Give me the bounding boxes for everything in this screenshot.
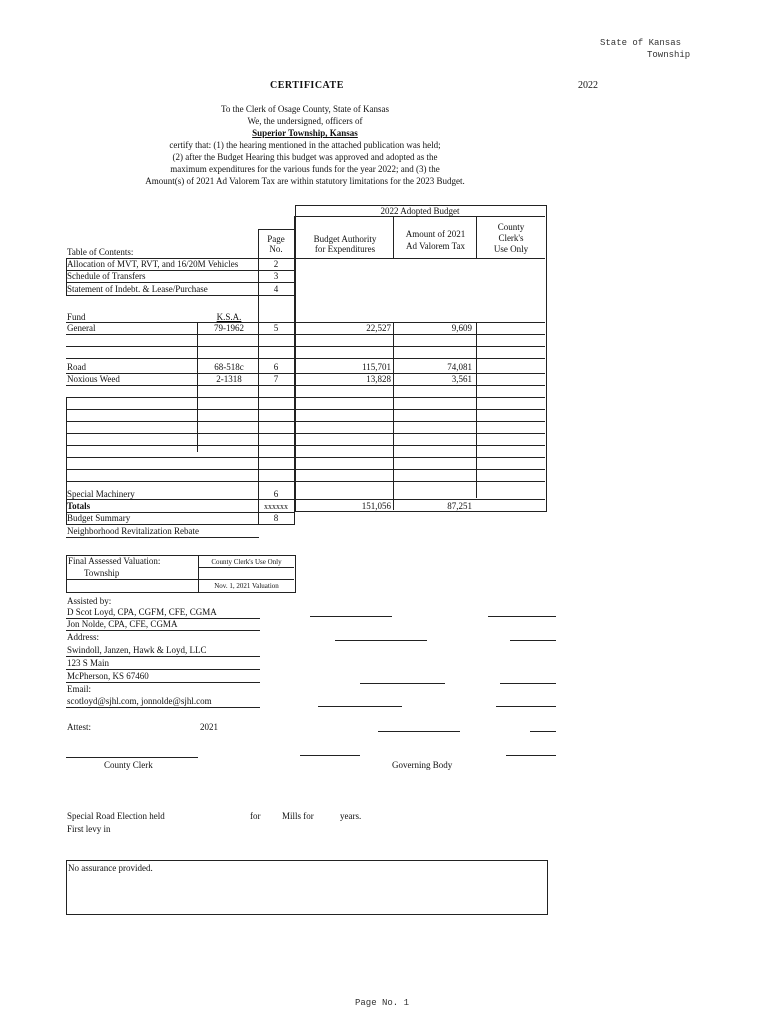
signature-line — [496, 706, 556, 707]
fund-tax-general: 9,609 — [451, 323, 472, 333]
signature-line — [335, 640, 427, 641]
special-road-line1b: for — [250, 811, 261, 821]
intro-line2: We, the undersigned, officers of — [247, 116, 363, 126]
clerk-signature-line — [66, 757, 198, 758]
fund-ksa-general: 79-1962 — [214, 323, 244, 333]
toc-row-2: Schedule of Transfers — [67, 271, 146, 281]
valuation-nov: Nov. 1, 2021 Valuation — [214, 582, 279, 590]
signature-line — [530, 731, 556, 732]
assisted-line-5: 123 S Main — [67, 658, 110, 668]
toc-row-1: Allocation of MVT, RVT, and 16/20M Vehicles — [67, 259, 239, 269]
fund-page-general: 5 — [273, 323, 279, 333]
signature-line — [488, 616, 556, 617]
col-budget-header: Budget Authority for Expenditures — [313, 234, 377, 254]
assurance-text: No assurance provided. — [68, 863, 153, 873]
valuation-label: Final Assessed Valuation: — [68, 556, 161, 566]
special-road-line2: First levy in — [67, 824, 111, 834]
col-tax-header: Amount of 2021 Ad Valorem Tax — [405, 229, 466, 251]
special-road-line1a: Special Road Election held — [67, 811, 165, 821]
signature-line — [318, 706, 402, 707]
special-road-line1d: years. — [340, 811, 362, 821]
totals-label: Totals — [67, 501, 91, 511]
fund-page-noxious-weed: 7 — [273, 374, 279, 384]
attest-year: 2021 — [200, 722, 218, 732]
fund-name-road: Road — [67, 362, 86, 372]
ksa-label: K.S.A. — [216, 312, 242, 322]
fund-name-noxious-weed: Noxious Weed — [67, 374, 120, 384]
toc-label: Table of Contents: — [67, 247, 134, 257]
fund-ksa-road: 68-518c — [214, 362, 244, 372]
signature-line — [378, 731, 460, 732]
fund-budget-road: 115,701 — [362, 362, 391, 372]
totals-budget: 151,056 — [361, 501, 391, 511]
col-clerk-header: County Clerk's Use Only — [493, 222, 529, 254]
signature-line — [510, 640, 556, 641]
intro-line5: maximum expenditures for the various funds for the year 2022; and (3) the — [170, 164, 440, 174]
intro-line1: To the Clerk of Osage County, State of Kansas — [220, 104, 389, 114]
fund-page-road: 6 — [273, 362, 279, 372]
toc-row-3: Statement of Indebt. & Lease/Purchase — [67, 284, 208, 294]
toc-page-2: 3 — [273, 271, 279, 281]
governing-body-label: Governing Body — [392, 760, 453, 770]
page-number: Page No. 1 — [355, 998, 410, 1008]
budget-summary-label: Budget Summary — [67, 513, 131, 523]
intro-entity: Superior Township, Kansas — [252, 128, 358, 138]
group-header: 2022 Adopted Budget — [380, 206, 460, 216]
county-clerk-label: County Clerk — [104, 760, 153, 770]
special-machinery-label: Special Machinery — [67, 489, 135, 499]
neighborhood-rebate-label: Neighborhood Revitalization Rebate — [67, 526, 199, 536]
fund-label: Fund — [67, 312, 86, 322]
totals-tax: 87,251 — [447, 501, 472, 511]
fund-tax-noxious-weed: 3,561 — [451, 374, 472, 384]
intro-line3: certify that: (1) the hearing mentioned in the attached publication was held; — [169, 140, 441, 150]
assisted-line-4: Swindoll, Janzen, Hawk & Loyd, LLC — [67, 645, 207, 655]
assisted-line-2: Jon Nolde, CPA, CFE, CGMA — [67, 619, 178, 629]
assisted-line-7: Email: — [67, 684, 91, 694]
special-road-line1c: Mills for — [282, 811, 314, 821]
fund-budget-noxious-weed: 13,828 — [366, 374, 391, 384]
attest-label: Attest: — [67, 722, 91, 732]
special-machinery-page: 6 — [273, 489, 279, 499]
col-page-header: Page No. — [267, 234, 285, 254]
assisted-line-3: Address: — [67, 632, 99, 642]
signature-line — [310, 616, 392, 617]
fund-name-general: General — [67, 323, 96, 333]
assisted-line-8: scotloyd@sjhl.com, jonnolde@sjhl.com — [67, 696, 212, 706]
totals-page: xxxxxx — [264, 502, 288, 511]
fund-tax-road: 74,081 — [447, 362, 472, 372]
signature-line — [360, 683, 445, 684]
toc-page-3: 4 — [273, 284, 279, 294]
certificate-year: 2022 — [578, 80, 598, 91]
intro-line4: (2) after the Budget Hearing this budget was approved and adopted as the — [172, 152, 438, 162]
assisted-line-1: D Scot Loyd, CPA, CGFM, CFE, CGMA — [67, 607, 217, 617]
state-header: State of Kansas — [600, 38, 682, 48]
valuation-clerk-use: County Clerk's Use Only — [211, 558, 282, 566]
fund-ksa-noxious-weed: 2-1318 — [216, 374, 242, 384]
toc-page-1: 2 — [273, 259, 279, 269]
signature-line — [500, 683, 556, 684]
valuation-township: Township — [84, 568, 120, 578]
fund-budget-general: 22,527 — [366, 323, 391, 333]
assisted-label: Assisted by: — [67, 596, 112, 606]
intro-line6: Amount(s) of 2021 Ad Valorem Tax are within statutory limitations for the 2023 Budget. — [145, 176, 465, 186]
certificate-title: CERTIFICATE — [270, 80, 344, 91]
entity-type-header: Township — [647, 50, 691, 60]
assisted-line-6: McPherson, KS 67460 — [67, 671, 149, 681]
budget-summary-page: 8 — [273, 513, 279, 523]
